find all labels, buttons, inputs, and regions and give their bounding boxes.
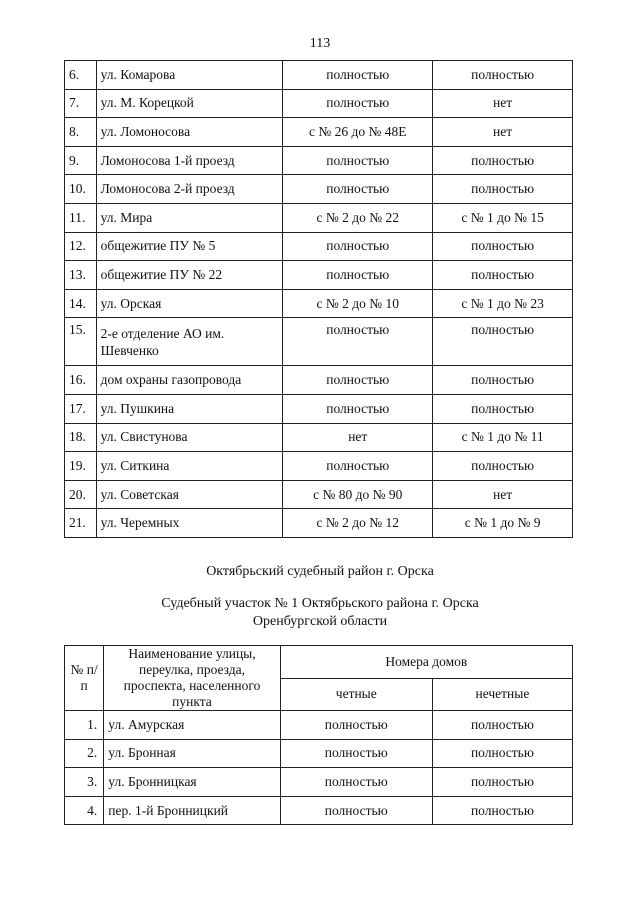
street-name: ул. Пушкина	[96, 394, 283, 423]
row-number: 12.	[65, 232, 97, 261]
odd-houses: полностью	[433, 61, 573, 90]
odd-houses: полностью	[432, 739, 572, 768]
street-name: ул. Черемных	[96, 509, 283, 538]
street-name: ул. Мира	[96, 203, 283, 232]
row-number: 15.	[65, 318, 97, 366]
row-number: 17.	[65, 394, 97, 423]
row-number: 1.	[65, 711, 104, 740]
street-name: ул. Ситкина	[96, 452, 283, 481]
table-row	[65, 739, 573, 768]
even-houses: нет	[283, 423, 433, 452]
table-row	[65, 89, 573, 118]
odd-houses: полностью	[432, 796, 572, 825]
odd-houses: нет	[433, 118, 573, 147]
odd-houses: нет	[433, 480, 573, 509]
odd-houses: полностью	[432, 768, 572, 797]
street-name: ул. Бронная	[104, 739, 280, 768]
row-number: 3.	[65, 768, 104, 797]
odd-houses: с № 1 до № 11	[433, 423, 573, 452]
row-number: 9.	[65, 146, 97, 175]
street-name: ул. Комарова	[96, 61, 283, 90]
even-houses: полностью	[283, 175, 433, 204]
even-houses: полностью	[283, 318, 433, 366]
odd-houses: с № 1 до № 15	[433, 203, 573, 232]
street-name: Ломоносова 2-й проезд	[96, 175, 283, 204]
even-houses: полностью	[280, 768, 432, 797]
even-houses: полностью	[283, 452, 433, 481]
even-houses: полностью	[280, 739, 432, 768]
street-name: Ломоносова 1-й проезд	[96, 146, 283, 175]
odd-houses: полностью	[433, 318, 573, 366]
odd-houses: с № 1 до № 23	[433, 289, 573, 318]
odd-houses: полностью	[433, 175, 573, 204]
table-row	[65, 232, 573, 261]
street-name: ул. Ломоносова	[96, 118, 283, 147]
even-houses: полностью	[283, 366, 433, 395]
table-row	[65, 480, 573, 509]
even-houses: с № 2 до № 10	[283, 289, 433, 318]
header-odd: нечетные	[432, 678, 572, 711]
street-name: ул. Советская	[96, 480, 283, 509]
table-row	[65, 768, 573, 797]
streets-table-continued	[64, 60, 573, 538]
row-number: 21.	[65, 509, 97, 538]
row-number: 6.	[65, 61, 97, 90]
table-row	[65, 796, 573, 825]
table-row	[65, 175, 573, 204]
street-name: ул. М. Корецкой	[96, 89, 283, 118]
table-row	[65, 289, 573, 318]
row-number: 7.	[65, 89, 97, 118]
table-row	[65, 423, 573, 452]
even-houses: полностью	[283, 232, 433, 261]
street-name: ул. Свистунова	[96, 423, 283, 452]
row-number: 19.	[65, 452, 97, 481]
district-heading: Октябрьский судебный район г. Орска	[206, 564, 434, 579]
street-name: ул. Амурская	[104, 711, 280, 740]
table-row	[65, 203, 573, 232]
section-heading-line1: Судебный участок № 1 Октябрьского района г. Орска	[161, 596, 479, 611]
row-number: 18.	[65, 423, 97, 452]
even-houses: полностью	[283, 394, 433, 423]
row-number: 11.	[65, 203, 97, 232]
odd-houses: полностью	[433, 232, 573, 261]
header-number: № п/п	[65, 646, 104, 711]
odd-houses: полностью	[433, 261, 573, 290]
even-houses: полностью	[280, 796, 432, 825]
odd-houses: полностью	[433, 394, 573, 423]
odd-houses: полностью	[433, 366, 573, 395]
even-houses: полностью	[283, 261, 433, 290]
street-name: ул. Бронницкая	[104, 768, 280, 797]
even-houses: с № 2 до № 12	[283, 509, 433, 538]
row-number: 4.	[65, 796, 104, 825]
table-row	[65, 261, 573, 290]
row-number: 13.	[65, 261, 97, 290]
row-number: 8.	[65, 118, 97, 147]
even-houses: с № 2 до № 22	[283, 203, 433, 232]
page-number: 113	[309, 36, 331, 51]
table-row	[65, 318, 573, 366]
even-houses: полностью	[283, 89, 433, 118]
section-heading-line2: Оренбургской области	[252, 614, 388, 629]
row-number: 2.	[65, 739, 104, 768]
street-name: дом охраны газопровода	[96, 366, 283, 395]
even-houses: с № 26 до № 48Е	[283, 118, 433, 147]
even-houses: полностью	[283, 146, 433, 175]
table-row	[65, 452, 573, 481]
table-row	[65, 366, 573, 395]
table-row	[65, 146, 573, 175]
street-name: общежитие ПУ № 22	[96, 261, 283, 290]
street-name: общежитие ПУ № 5	[96, 232, 283, 261]
header-houses: Номера домов	[280, 646, 572, 679]
street-name: пер. 1-й Бронницкий	[104, 796, 280, 825]
odd-houses: полностью	[433, 146, 573, 175]
row-number: 10.	[65, 175, 97, 204]
odd-houses: полностью	[432, 711, 572, 740]
row-number: 20.	[65, 480, 97, 509]
street-name: 2-е отделение АО им. Шевченко	[96, 318, 283, 366]
streets-table	[64, 645, 573, 825]
even-houses: полностью	[283, 61, 433, 90]
table-row	[65, 711, 573, 740]
header-street: Наименование улицы, переулка, проезда, проспекта, населенного пункта	[104, 646, 280, 711]
table-row	[65, 118, 573, 147]
table-row	[65, 61, 573, 90]
row-number: 14.	[65, 289, 97, 318]
street-name: ул. Орская	[96, 289, 283, 318]
even-houses: с № 80 до № 90	[283, 480, 433, 509]
row-number: 16.	[65, 366, 97, 395]
odd-houses: с № 1 до № 9	[433, 509, 573, 538]
odd-houses: полностью	[433, 452, 573, 481]
table-row	[65, 509, 573, 538]
header-even: четные	[280, 678, 432, 711]
table-row	[65, 394, 573, 423]
odd-houses: нет	[433, 89, 573, 118]
even-houses: полностью	[280, 711, 432, 740]
